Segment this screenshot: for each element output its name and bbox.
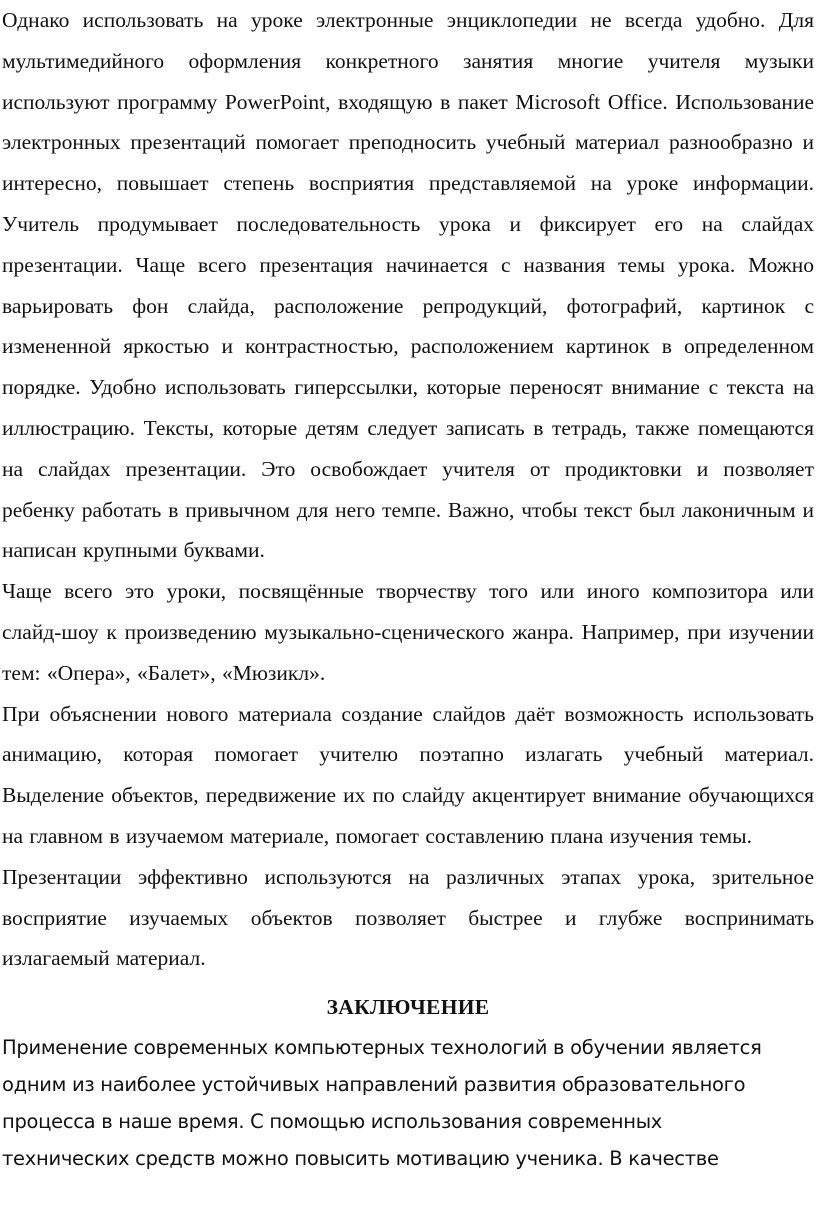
conclusion-text (2, 1029, 814, 1177)
paragraph-lesson-stages: Презентации эффективно используются на различных этапах урока, зрительное восприятие изучаемых объектов позволяет быстрее и глубже воспринимать излагаемый материал. (2, 864, 814, 971)
conclusion-heading: ЗАКЛЮЧЕНИЕ (326, 995, 490, 1020)
conclusion-line: процесса в наше время. С помощью использования современных (2, 1110, 663, 1134)
paragraph-animation: При объяснении нового материала создание слайдов даёт возможность использовать анимацию, которая помогает учителю поэтапно излагать учебный материал. Выделение объектов, передвижение их по слайду акцентирует внимание обучающихся на главном в изучаемом материале, помогает составлению плана изучения темы. (2, 701, 814, 848)
conclusion-line: Применение современных компьютерных технологий в обучении является (2, 1036, 762, 1060)
conclusion-line: технических средств можно повысить мотивацию ученика. В качестве (2, 1147, 719, 1171)
paragraph-presentations-intro: Однако использовать на уроке электронные энциклопедии не всегда удобно. Для мультимедийного оформления конкретного занятия многие учителя музыки используют программу PowerPoint, входящую в пакет Microsoft Office. Использование электронных презентаций помогает преподносить учебный материал разнообразно и интересно, повышает степень восприятия представляемой на уроке информации. Учитель продумывает последовательность урока и фиксирует его на слайдах презентации. Чаще всего презентация начинается с названия темы урока. Можно варьировать фон слайда, расположение репродукций, фотографий, картинок с измененной яркостью и контрастностью, расположением картинок в определенном порядке. Удобно использовать гиперссылки, которые переносят внимание с текста на иллюстрацию. Тексты, которые детям следует записать в тетрадь, также помещаются на слайдах презентации. Это освобождает учителя от продиктовки и позволяет ребенку работать в привычном для него темпе. Важно, чтобы текст был лаконичным и написан крупными буквами. (2, 8, 814, 563)
paragraph-composer-lessons: Чаще всего это уроки, посвящённые творчеству того или иного композитора или слайд-шоу к произведению музыкально-сценического жанра. Например, при изучении тем: «Опера», «Балет», «Мюзикл». (2, 579, 814, 685)
conclusion-line: одним из наиболее устойчивых направлений развития образовательного (2, 1073, 746, 1097)
